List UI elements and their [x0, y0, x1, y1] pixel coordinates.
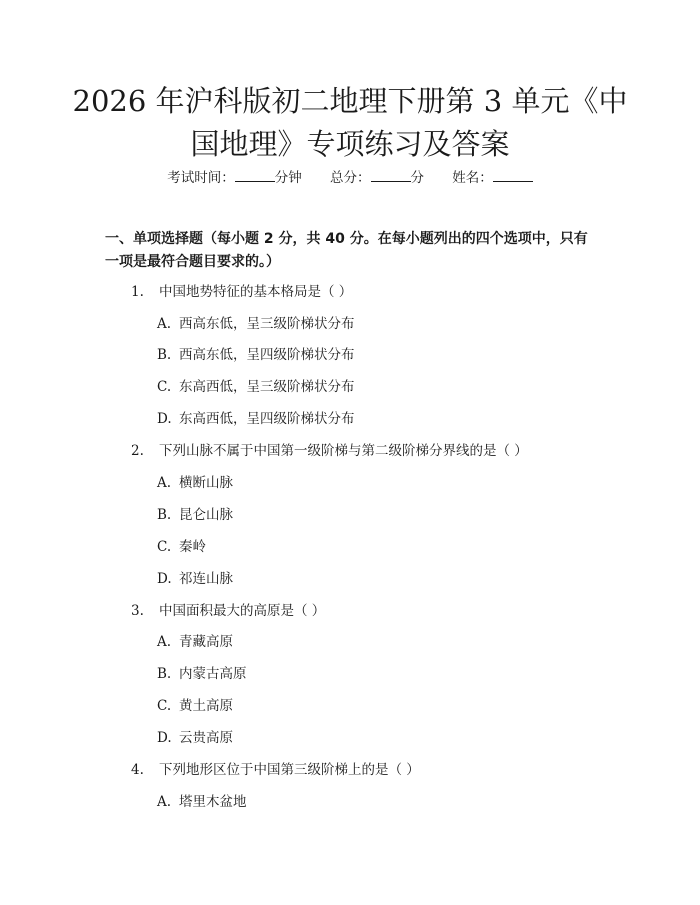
option-item	[157, 538, 206, 556]
option-letter: C.	[157, 539, 172, 555]
question-text: 下列山脉不属于中国第一级阶梯与第二级阶梯分界线的是（ ）	[159, 443, 528, 459]
exam-time-unit: 分钟	[274, 170, 302, 186]
option-text: 东高西低，呈四级阶梯状分布	[179, 411, 355, 427]
question-number: 1.	[131, 284, 144, 300]
total-score-field	[330, 168, 424, 188]
exam-time-label: 考试时间：	[167, 170, 235, 186]
option-item	[157, 506, 233, 524]
option-letter: C.	[157, 698, 172, 714]
question-text: 中国面积最大的高原是（ ）	[159, 603, 326, 619]
option-text: 西高东低，呈四级阶梯状分布	[179, 347, 355, 363]
question-number: 2.	[131, 443, 144, 459]
option-letter: A.	[157, 316, 172, 332]
option-item	[157, 378, 355, 396]
option-letter: B.	[157, 666, 172, 682]
question-item	[131, 442, 528, 460]
option-item	[157, 315, 355, 333]
option-item	[157, 633, 233, 651]
option-item	[157, 729, 233, 747]
option-text: 塔里木盆地	[179, 794, 247, 810]
total-score-unit: 分	[410, 170, 424, 186]
option-item	[157, 410, 355, 428]
option-text: 昆仑山脉	[179, 507, 233, 523]
option-text: 黄土高原	[179, 698, 233, 714]
exam-info-line	[0, 168, 700, 188]
option-text: 青藏高原	[179, 634, 233, 650]
section-heading: 一、单项选择题（每小题 2 分，共 40 分。在每小题列出的四个选项中，只有一项是最符合题目要求的。）	[105, 231, 588, 270]
option-text: 内蒙古高原	[179, 666, 247, 682]
option-item	[157, 665, 247, 683]
question-text: 下列地形区位于中国第三级阶梯上的是（ ）	[159, 762, 420, 778]
total-score-label: 总分：	[330, 170, 371, 186]
option-item	[157, 570, 233, 588]
option-item	[157, 346, 355, 364]
option-text: 西高东低，呈三级阶梯状分布	[179, 316, 355, 332]
option-text: 秦岭	[179, 539, 206, 555]
option-letter: D.	[157, 730, 172, 746]
question-item	[131, 283, 352, 301]
document-title: 2026 年沪科版初二地理下册第 3 单元《中国地理》专项练习及答案	[72, 84, 628, 161]
option-letter: D.	[157, 411, 172, 427]
option-text: 横断山脉	[179, 475, 233, 491]
total-score-blank	[371, 168, 411, 182]
option-letter: B.	[157, 347, 172, 363]
option-letter: A.	[157, 794, 172, 810]
question-number: 3.	[131, 603, 144, 619]
option-text: 祁连山脉	[179, 571, 233, 587]
question-item	[131, 761, 420, 779]
question-number: 4.	[131, 762, 144, 778]
question-item	[131, 602, 325, 620]
option-letter: B.	[157, 507, 172, 523]
option-item	[157, 793, 247, 811]
student-name-label: 姓名：	[452, 170, 493, 186]
student-name-blank	[493, 168, 533, 182]
option-letter: A.	[157, 634, 172, 650]
question-text: 中国地势特征的基本格局是（ ）	[159, 284, 353, 300]
option-text: 云贵高原	[179, 730, 233, 746]
option-text: 东高西低，呈三级阶梯状分布	[179, 379, 355, 395]
student-name-field	[452, 168, 533, 188]
option-item	[157, 697, 233, 715]
option-letter: D.	[157, 571, 172, 587]
option-letter: A.	[157, 475, 172, 491]
option-letter: C.	[157, 379, 172, 395]
exam-time-field	[167, 168, 302, 188]
option-item	[157, 474, 233, 492]
exam-time-blank	[235, 168, 275, 182]
